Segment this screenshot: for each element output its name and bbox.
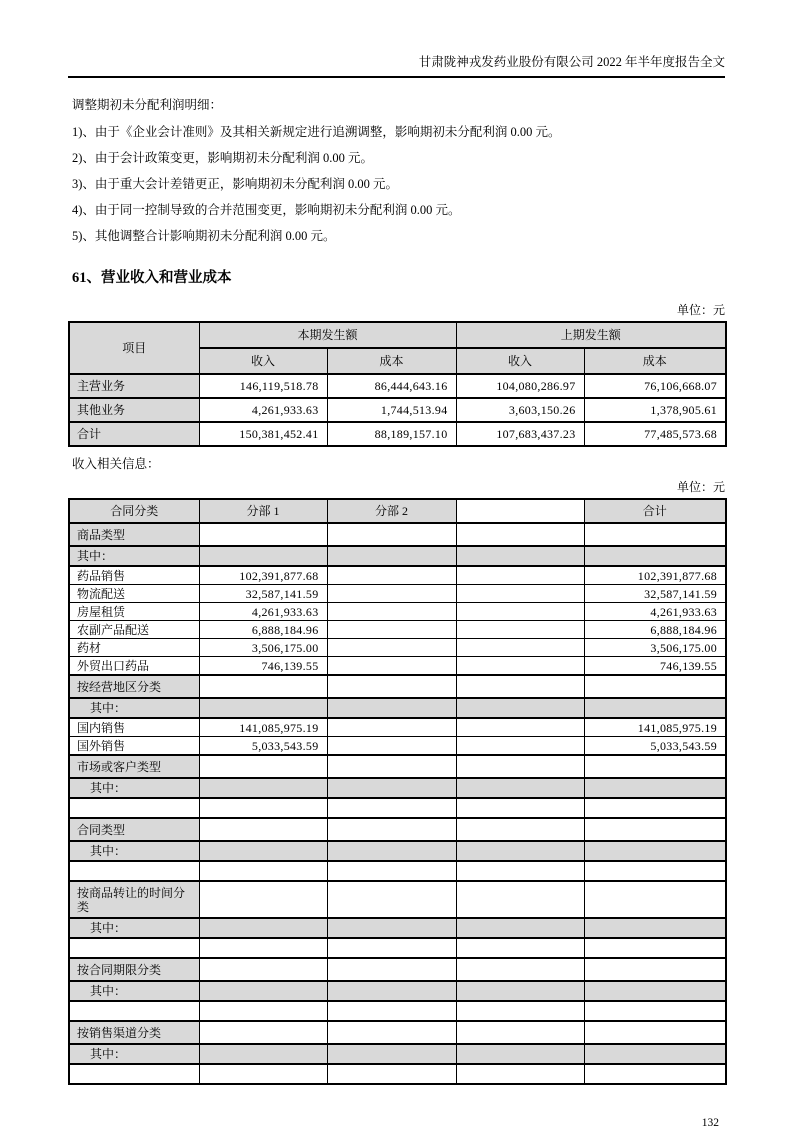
adjustment-item-1: 1)、由于《企业会计准则》及其相关新规定进行追溯调整，影响期初未分配利润 0.00 元。 xyxy=(72,125,561,139)
value-cell xyxy=(199,778,327,798)
row-label-cell: 其中： xyxy=(69,981,199,1001)
value-cell: 3,603,150.26 xyxy=(456,398,584,422)
value-cell: 3,506,175.00 xyxy=(199,639,327,657)
adjustment-detail-lead: 调整期初未分配利润明细： xyxy=(72,98,223,112)
value-cell xyxy=(456,621,584,639)
row-label-cell: 农副产品配送 xyxy=(69,621,199,639)
value-cell xyxy=(327,1001,456,1021)
row-label-cell: 外贸出口药品 xyxy=(69,657,199,676)
table-row xyxy=(69,523,726,546)
value-cell xyxy=(327,981,456,1001)
value-cell xyxy=(456,546,584,566)
table-row xyxy=(69,585,726,603)
table-row xyxy=(69,881,726,918)
value-cell xyxy=(199,818,327,841)
table-row xyxy=(69,778,726,798)
value-cell xyxy=(456,881,584,918)
value-cell xyxy=(456,755,584,778)
value-cell: 3,506,175.00 xyxy=(584,639,726,657)
value-cell: 86,444,643.16 xyxy=(327,374,456,398)
table-row xyxy=(69,657,726,676)
value-cell xyxy=(456,718,584,737)
value-cell xyxy=(584,755,726,778)
value-cell xyxy=(456,737,584,756)
value-cell xyxy=(199,755,327,778)
value-cell: 76,106,668.07 xyxy=(584,374,726,398)
value-cell xyxy=(327,585,456,603)
table-row xyxy=(69,1064,726,1084)
row-label-cell: 其中： xyxy=(69,698,199,718)
value-cell xyxy=(327,698,456,718)
income-info-label: 收入相关信息： xyxy=(72,457,160,471)
value-cell xyxy=(327,675,456,698)
row-label-cell: 主营业务 xyxy=(69,374,199,398)
value-cell xyxy=(456,1044,584,1064)
value-cell: 102,391,877.68 xyxy=(584,566,726,585)
value-cell xyxy=(327,1044,456,1064)
value-cell: 746,139.55 xyxy=(199,657,327,676)
revenue-table-head xyxy=(69,322,726,374)
value-cell xyxy=(199,523,327,546)
value-cell xyxy=(327,938,456,958)
header-cell-prior-period: 上期发生额 xyxy=(456,322,726,348)
contract-classification-table xyxy=(68,498,727,1085)
value-cell xyxy=(327,718,456,737)
value-cell xyxy=(327,603,456,621)
table-row xyxy=(69,818,726,841)
value-cell xyxy=(456,981,584,1001)
value-cell xyxy=(584,778,726,798)
value-cell xyxy=(584,698,726,718)
value-cell xyxy=(456,1064,584,1084)
value-cell xyxy=(456,818,584,841)
value-cell xyxy=(456,523,584,546)
value-cell xyxy=(199,938,327,958)
row-label-cell xyxy=(69,861,199,881)
value-cell: 32,587,141.59 xyxy=(584,585,726,603)
section-heading: 61、营业收入和营业成本 xyxy=(72,270,232,286)
table-row xyxy=(69,374,726,398)
row-label-cell: 按销售渠道分类 xyxy=(69,1021,199,1044)
value-cell xyxy=(199,798,327,818)
header-divider xyxy=(68,76,725,78)
table-header-row xyxy=(69,499,726,523)
adjustment-item-5: 5)、其他调整合计影响期初未分配利润 0.00 元。 xyxy=(72,229,336,243)
value-cell xyxy=(584,1064,726,1084)
value-cell xyxy=(327,778,456,798)
header-cell-segment-1: 分部 1 xyxy=(199,499,327,523)
value-cell xyxy=(327,657,456,676)
header-cell-contract-class: 合同分类 xyxy=(69,499,199,523)
value-cell xyxy=(199,841,327,861)
value-cell: 1,744,513.94 xyxy=(327,398,456,422)
value-cell xyxy=(327,818,456,841)
row-label-cell: 其他业务 xyxy=(69,398,199,422)
value-cell: 146,119,518.78 xyxy=(199,374,327,398)
value-cell xyxy=(456,778,584,798)
header-cell-cost-current: 成本 xyxy=(327,348,456,374)
value-cell: 102,391,877.68 xyxy=(199,566,327,585)
row-label-cell: 药品销售 xyxy=(69,566,199,585)
header-cell-empty xyxy=(456,499,584,523)
row-label-cell: 国外销售 xyxy=(69,737,199,756)
value-cell xyxy=(327,523,456,546)
table-row xyxy=(69,798,726,818)
value-cell: 104,080,286.97 xyxy=(456,374,584,398)
row-label-cell: 按经营地区分类 xyxy=(69,675,199,698)
value-cell xyxy=(327,621,456,639)
document-header xyxy=(68,0,725,70)
header-cell-total: 合计 xyxy=(584,499,726,523)
table-row xyxy=(69,546,726,566)
value-cell xyxy=(327,1064,456,1084)
row-label-cell: 其中： xyxy=(69,1044,199,1064)
row-label-cell: 国内销售 xyxy=(69,718,199,737)
row-label-cell: 其中： xyxy=(69,546,199,566)
value-cell: 6,888,184.96 xyxy=(584,621,726,639)
header-cell-item: 项目 xyxy=(69,322,199,374)
adjustment-item-4: 4)、由于同一控制导致的合并范围变更，影响期初未分配利润 0.00 元。 xyxy=(72,203,461,217)
row-label-cell: 按合同期限分类 xyxy=(69,958,199,981)
value-cell xyxy=(327,639,456,657)
value-cell xyxy=(584,1021,726,1044)
value-cell: 88,189,157.10 xyxy=(327,422,456,446)
value-cell xyxy=(199,1001,327,1021)
table-row xyxy=(69,918,726,938)
header-cell-income-current: 收入 xyxy=(199,348,327,374)
value-cell xyxy=(327,958,456,981)
table-row xyxy=(69,1001,726,1021)
value-cell: 141,085,975.19 xyxy=(199,718,327,737)
value-cell xyxy=(199,1044,327,1064)
value-cell: 6,888,184.96 xyxy=(199,621,327,639)
value-cell: 5,033,543.59 xyxy=(199,737,327,756)
value-cell xyxy=(327,755,456,778)
value-cell xyxy=(199,546,327,566)
value-cell xyxy=(584,546,726,566)
value-cell: 746,139.55 xyxy=(584,657,726,676)
table-row xyxy=(69,938,726,958)
value-cell: 1,378,905.61 xyxy=(584,398,726,422)
value-cell xyxy=(199,981,327,1001)
row-label-cell: 合计 xyxy=(69,422,199,446)
row-label-cell: 物流配送 xyxy=(69,585,199,603)
value-cell xyxy=(456,603,584,621)
value-cell xyxy=(327,1021,456,1044)
table-row xyxy=(69,698,726,718)
table-row xyxy=(69,755,726,778)
value-cell: 150,381,452.41 xyxy=(199,422,327,446)
value-cell xyxy=(199,698,327,718)
value-cell xyxy=(199,918,327,938)
row-label-cell: 合同类型 xyxy=(69,818,199,841)
value-cell: 4,261,933.63 xyxy=(199,398,327,422)
value-cell xyxy=(456,918,584,938)
value-cell xyxy=(456,566,584,585)
table-row xyxy=(69,841,726,861)
value-cell xyxy=(584,675,726,698)
value-cell xyxy=(199,1064,327,1084)
value-cell xyxy=(584,918,726,938)
header-cell-current-period: 本期发生额 xyxy=(199,322,456,348)
adjustment-item-2: 2)、由于会计政策变更，影响期初未分配利润 0.00 元。 xyxy=(72,151,374,165)
row-label-cell: 按商品转让的时间分类 xyxy=(69,881,199,918)
row-label-cell: 其中： xyxy=(69,778,199,798)
table-row xyxy=(69,639,726,657)
value-cell xyxy=(456,938,584,958)
revenue-cost-table xyxy=(68,321,727,447)
value-cell: 141,085,975.19 xyxy=(584,718,726,737)
row-label-cell xyxy=(69,798,199,818)
value-cell xyxy=(327,546,456,566)
table-row xyxy=(69,566,726,585)
value-cell xyxy=(199,1021,327,1044)
row-label-cell: 商品类型 xyxy=(69,523,199,546)
value-cell xyxy=(456,958,584,981)
value-cell xyxy=(199,958,327,981)
value-cell xyxy=(584,958,726,981)
table-row xyxy=(69,1044,726,1064)
value-cell xyxy=(584,938,726,958)
value-cell xyxy=(456,698,584,718)
value-cell xyxy=(456,657,584,676)
value-cell xyxy=(327,861,456,881)
value-cell xyxy=(199,861,327,881)
adjustment-item-3: 3)、由于重大会计差错更正，影响期初未分配利润 0.00 元。 xyxy=(72,177,399,191)
table-row xyxy=(69,675,726,698)
row-label-cell xyxy=(69,938,199,958)
value-cell: 77,485,573.68 xyxy=(584,422,726,446)
value-cell xyxy=(327,566,456,585)
table-row xyxy=(69,398,726,422)
table-row xyxy=(69,1021,726,1044)
row-label-cell: 房屋租赁 xyxy=(69,603,199,621)
value-cell xyxy=(584,861,726,881)
contract-table-body xyxy=(69,523,726,1084)
table-row xyxy=(69,981,726,1001)
table-row xyxy=(69,958,726,981)
table-row xyxy=(69,861,726,881)
value-cell: 4,261,933.63 xyxy=(584,603,726,621)
value-cell xyxy=(456,1021,584,1044)
value-cell: 4,261,933.63 xyxy=(199,603,327,621)
value-cell xyxy=(584,981,726,1001)
value-cell: 107,683,437.23 xyxy=(456,422,584,446)
value-cell xyxy=(456,798,584,818)
document-header-title: 甘肃陇神戎发药业股份有限公司 2022 年半年度报告全文 xyxy=(418,55,725,69)
value-cell xyxy=(584,881,726,918)
value-cell xyxy=(456,861,584,881)
row-label-cell: 市场或客户类型 xyxy=(69,755,199,778)
table-row xyxy=(69,422,726,446)
value-cell: 5,033,543.59 xyxy=(584,737,726,756)
page-number: 132 xyxy=(701,1117,719,1129)
row-label-cell xyxy=(69,1001,199,1021)
table-row xyxy=(69,603,726,621)
value-cell xyxy=(456,675,584,698)
value-cell xyxy=(584,523,726,546)
table-row xyxy=(69,621,726,639)
table-header-row xyxy=(69,322,726,348)
table-row xyxy=(69,718,726,737)
contract-table-head xyxy=(69,499,726,523)
revenue-table-body xyxy=(69,374,726,446)
header-cell-segment-2: 分部 2 xyxy=(327,499,456,523)
value-cell xyxy=(584,1044,726,1064)
value-cell xyxy=(199,675,327,698)
value-cell xyxy=(327,841,456,861)
value-cell xyxy=(584,841,726,861)
table-row xyxy=(69,737,726,756)
header-cell-cost-prior: 成本 xyxy=(584,348,726,374)
adjustment-list xyxy=(68,119,725,249)
value-cell xyxy=(456,1001,584,1021)
value-cell xyxy=(584,818,726,841)
value-cell xyxy=(327,798,456,818)
header-cell-income-prior: 收入 xyxy=(456,348,584,374)
value-cell xyxy=(584,1001,726,1021)
value-cell: 32,587,141.59 xyxy=(199,585,327,603)
value-cell xyxy=(327,918,456,938)
unit-label: 单位：元 xyxy=(676,303,725,317)
row-label-cell: 其中： xyxy=(69,841,199,861)
value-cell xyxy=(584,798,726,818)
unit-label-2: 单位：元 xyxy=(676,480,725,494)
row-label-cell: 其中： xyxy=(69,918,199,938)
value-cell xyxy=(456,841,584,861)
value-cell xyxy=(456,639,584,657)
row-label-cell xyxy=(69,1064,199,1084)
value-cell xyxy=(327,737,456,756)
value-cell xyxy=(327,881,456,918)
row-label-cell: 药材 xyxy=(69,639,199,657)
value-cell xyxy=(456,585,584,603)
value-cell xyxy=(199,881,327,918)
